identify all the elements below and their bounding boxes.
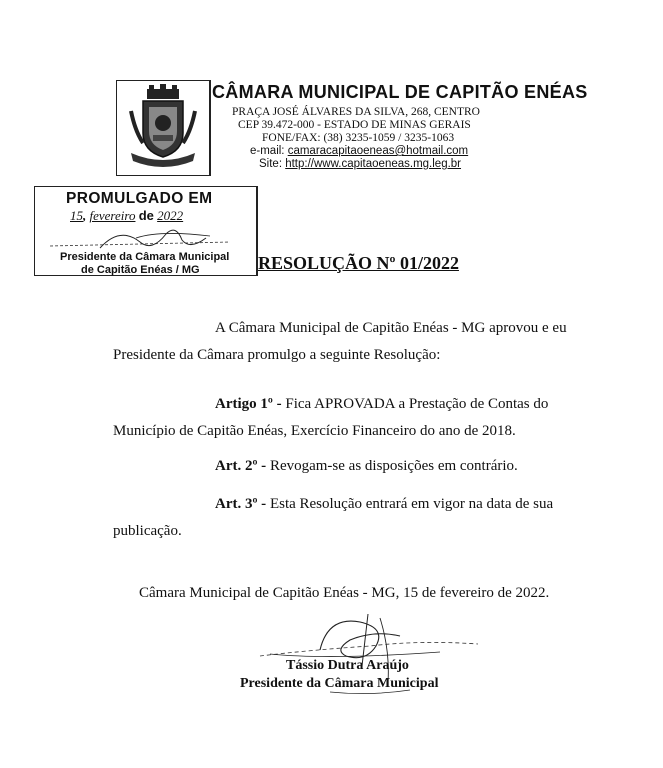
article-2: [215, 458, 518, 475]
closing-place-date: Câmara Municipal de Capitão Enéas - MG, 15 de fevereiro de 2022.: [139, 585, 550, 601]
intro-line-2: Presidente da Câmara promulgo a seguinte Resolução:: [113, 347, 441, 363]
address-line-1: PRAÇA JOSÉ ÁLVARES DA SILVA, 268, CENTRO: [232, 106, 480, 118]
email-line: [250, 145, 468, 157]
signer-name: Tássio Dutra Araújo: [286, 658, 409, 673]
stamp-title: PROMULGADO EM: [66, 190, 213, 207]
article-3-line-1: [215, 496, 553, 513]
stamp-date-day: 15: [70, 208, 83, 223]
article-3-line-2: publicação.: [113, 523, 182, 539]
site-label: Site:: [259, 158, 286, 170]
stamp-signatory-line-1: Presidente da Câmara Municipal: [60, 251, 230, 263]
stamp-date-separator: ,: [83, 208, 87, 223]
email-label: e-mail:: [250, 145, 288, 157]
organization-name: CÂMARA MUNICIPAL DE CAPITÃO ENÉAS: [212, 82, 588, 102]
article-2-label: Art. 2º -: [215, 458, 267, 474]
article-2-text: Revogam-se as disposições em contrário.: [266, 458, 518, 474]
crest-icon: [117, 81, 209, 175]
article-1-line-1: [215, 396, 548, 413]
article-1-line-2: Município de Capitão Enéas, Exercício Financeiro do ano de 2018.: [113, 423, 516, 439]
article-3-label: Art. 3º -: [215, 496, 267, 512]
intro-line-1: A Câmara Municipal de Capitão Enéas - MG aprovou e eu: [215, 320, 567, 336]
stamp-date-de: de: [138, 208, 154, 223]
stamp-signatory-line-2: de Capitão Enéas / MG: [81, 264, 200, 276]
municipal-crest-logo: [116, 80, 211, 176]
stamp-date-month: fevereiro: [89, 208, 136, 223]
phone-fax-line: FONE/FAX: (38) 3235-1059 / 3235-1063: [262, 132, 455, 144]
site-line: [259, 158, 461, 170]
article-1-text: Fica APROVADA a Prestação de Contas do: [281, 396, 549, 412]
stamp-date-year: 2022: [157, 208, 184, 223]
address-line-2: CEP 39.472-000 - ESTADO DE MINAS GERAIS: [238, 119, 471, 131]
stamp-signature-scribble: [40, 220, 250, 254]
article-1-label: Artigo 1º -: [215, 396, 282, 412]
signer-role: Presidente da Câmara Municipal: [240, 676, 439, 691]
site-link[interactable]: http://www.capitaoeneas.mg.leg.br: [285, 158, 462, 170]
article-3-text: Esta Resolução entrará em vigor na data de sua: [266, 496, 554, 512]
email-link[interactable]: camaracapitaoeneas@hotmail.com: [287, 145, 469, 157]
resolution-title: RESOLUÇÃO Nº 01/2022: [258, 253, 459, 273]
